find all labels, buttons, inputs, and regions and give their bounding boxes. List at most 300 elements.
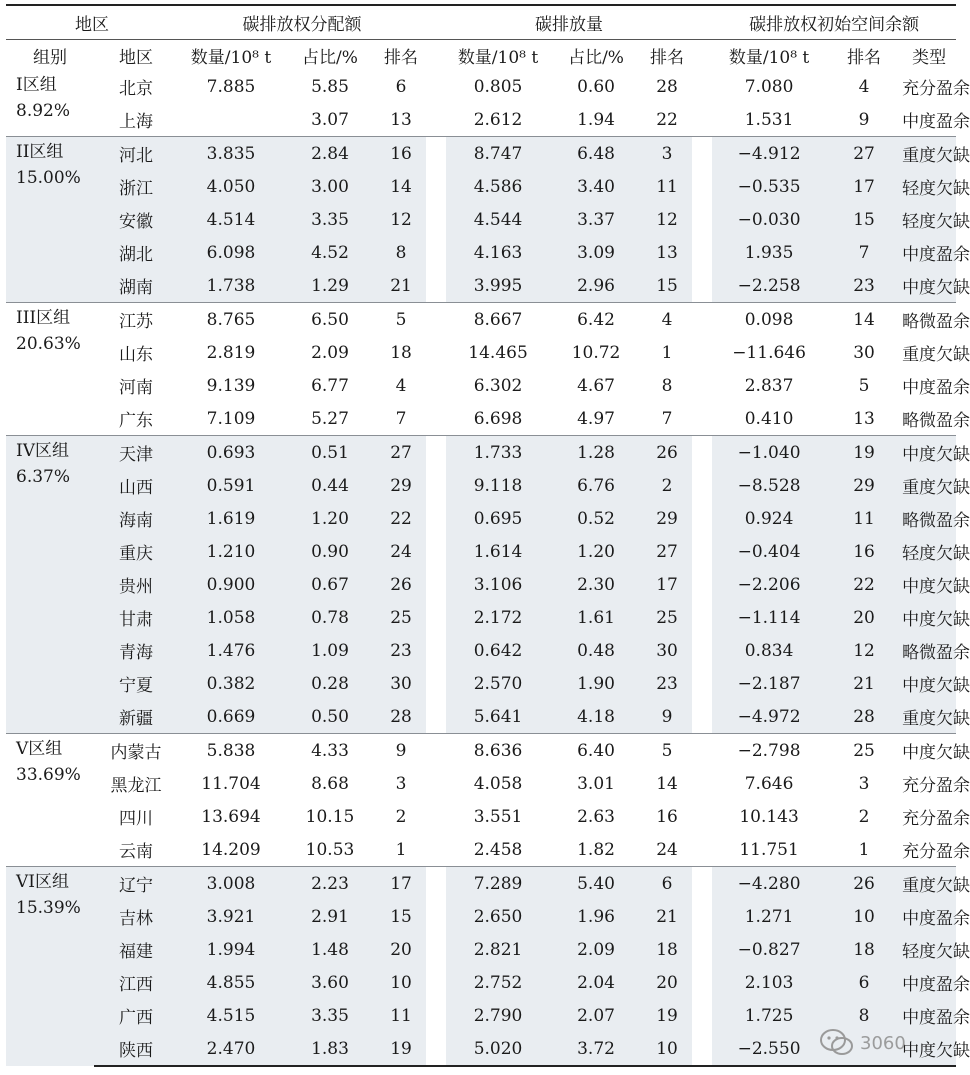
table-row — [6, 568, 956, 601]
region-name: 广东 — [119, 411, 153, 431]
header-sp-qty: 数量/10⁸ t — [728, 47, 810, 68]
em-qty-cell: 2.172 — [446, 601, 550, 634]
group-share: 33.69% — [16, 765, 81, 785]
em-qty-cell: 4.163 — [446, 236, 550, 269]
sp-type-cell: 中度盈余 — [902, 236, 956, 269]
table-row — [6, 966, 956, 999]
em-qty-cell: 3.551 — [473, 806, 523, 827]
sp-type-cell: 中度欠缺 — [902, 436, 956, 470]
table-row — [6, 137, 956, 171]
alloc-qty-cell: 2.470 — [178, 1032, 284, 1066]
region-name: 黑龙江 — [110, 776, 162, 796]
alloc-rank-cell: 5 — [376, 303, 426, 337]
sp-qty-cell: 11.751 — [739, 839, 799, 860]
group-name: III区组 — [16, 308, 71, 328]
table-row — [6, 999, 956, 1032]
group-share: 20.63% — [16, 334, 81, 354]
em-share-cell: 2.09 — [550, 933, 642, 966]
em-rank-cell: 5 — [642, 734, 692, 768]
header-group: 组别 — [33, 47, 67, 68]
em-share-cell: 4.18 — [550, 700, 642, 734]
header-em-share: 占比/% — [568, 47, 624, 68]
em-rank-cell: 9 — [642, 700, 692, 734]
em-share-cell: 2.30 — [550, 568, 642, 601]
em-rank-cell: 7 — [661, 408, 673, 429]
watermark-text: 3060 — [860, 1033, 906, 1054]
sp-qty-cell: 2.837 — [744, 375, 794, 396]
sp-qty-cell: −0.030 — [712, 203, 826, 236]
sp-qty-cell: −2.798 — [712, 734, 826, 768]
em-qty-cell: 5.641 — [446, 700, 550, 734]
alloc-rank-cell: 22 — [376, 502, 426, 535]
em-qty-cell: 3.995 — [446, 269, 550, 303]
em-share-cell: 1.90 — [550, 667, 642, 700]
em-rank-cell: 16 — [656, 806, 678, 827]
em-share-cell: 1.82 — [577, 839, 615, 860]
alloc-share-cell: 1.09 — [284, 634, 376, 667]
em-qty-cell: 6.302 — [473, 375, 523, 396]
em-share-cell: 3.40 — [550, 170, 642, 203]
region-name: 江西 — [94, 966, 178, 999]
table-row — [6, 535, 956, 568]
sp-qty-cell: −2.258 — [712, 269, 826, 303]
alloc-share-cell: 0.50 — [284, 700, 376, 734]
alloc-qty-cell: 3.835 — [178, 137, 284, 171]
table-row — [6, 170, 956, 203]
header-emission: 碳排放量 — [535, 15, 604, 35]
em-rank-cell: 18 — [642, 933, 692, 966]
sp-qty-cell: 1.935 — [712, 236, 826, 269]
sp-rank-cell: 20 — [826, 601, 902, 634]
group-share: 15.00% — [16, 168, 81, 188]
alloc-qty-cell: 0.382 — [178, 667, 284, 700]
sp-rank-cell: 3 — [858, 773, 870, 794]
em-share-cell: 1.28 — [550, 436, 642, 470]
alloc-share-cell: 1.83 — [284, 1032, 376, 1066]
region-name: 天津 — [94, 436, 178, 470]
em-rank-cell: 22 — [656, 109, 678, 130]
sp-type-cell: 充分盈余 — [902, 79, 970, 99]
alloc-share-cell: 3.07 — [311, 109, 349, 130]
sp-rank-cell: 14 — [826, 303, 902, 337]
alloc-rank-cell: 15 — [376, 900, 426, 933]
alloc-qty-cell: 2.819 — [206, 342, 256, 363]
sp-qty-cell: −0.404 — [712, 535, 826, 568]
region-name: 四川 — [119, 809, 153, 829]
sp-rank-cell: 22 — [826, 568, 902, 601]
table-row — [6, 502, 956, 535]
alloc-qty-cell: 3.008 — [178, 867, 284, 901]
alloc-rank-cell: 6 — [395, 76, 407, 97]
em-qty-cell: 8.667 — [446, 303, 550, 337]
sp-rank-cell: 1 — [858, 839, 870, 860]
sp-type-cell: 轻度欠缺 — [902, 170, 956, 203]
alloc-qty-cell: 0.900 — [178, 568, 284, 601]
alloc-share-cell: 2.84 — [284, 137, 376, 171]
region-name: 江苏 — [94, 303, 178, 337]
sp-qty-cell: −1.040 — [712, 436, 826, 470]
region-name: 河南 — [119, 378, 153, 398]
group-share: 15.39% — [16, 898, 81, 918]
em-rank-cell: 13 — [642, 236, 692, 269]
sp-rank-cell: 27 — [826, 137, 902, 171]
alloc-share-cell: 1.48 — [284, 933, 376, 966]
group-name: VI区组 — [16, 872, 69, 892]
table-row — [6, 867, 956, 901]
alloc-qty-cell: 4.515 — [178, 999, 284, 1032]
em-rank-cell: 8 — [661, 375, 673, 396]
alloc-rank-cell: 28 — [376, 700, 426, 734]
table-row — [6, 269, 956, 303]
table-row — [6, 667, 956, 700]
region-name: 山西 — [94, 469, 178, 502]
sp-rank-cell: 28 — [826, 700, 902, 734]
table-row — [6, 933, 956, 966]
alloc-rank-cell: 11 — [376, 999, 426, 1032]
em-qty-cell: 1.733 — [446, 436, 550, 470]
alloc-share-cell: 8.68 — [311, 773, 349, 794]
sp-qty-cell: −0.535 — [712, 170, 826, 203]
em-share-cell: 3.37 — [550, 203, 642, 236]
region-name: 吉林 — [94, 900, 178, 933]
group-name: IV区组 — [16, 441, 69, 461]
sp-rank-cell: 4 — [858, 76, 870, 97]
table-row — [6, 103, 956, 137]
sp-type-cell: 中度盈余 — [902, 999, 956, 1032]
alloc-rank-cell: 14 — [376, 170, 426, 203]
alloc-share-cell: 0.44 — [284, 469, 376, 502]
alloc-qty-cell: 8.765 — [178, 303, 284, 337]
region-name: 河北 — [94, 137, 178, 171]
em-rank-cell: 25 — [642, 601, 692, 634]
alloc-rank-cell: 20 — [376, 933, 426, 966]
em-share-cell: 2.04 — [550, 966, 642, 999]
em-rank-cell: 27 — [642, 535, 692, 568]
sp-qty-cell: −11.646 — [732, 342, 806, 363]
sp-rank-cell: 2 — [858, 806, 870, 827]
alloc-share-cell: 10.53 — [305, 839, 355, 860]
sp-type-cell: 重度欠缺 — [902, 867, 956, 901]
region-name: 云南 — [119, 842, 153, 862]
sp-type-cell: 充分盈余 — [902, 776, 970, 796]
sp-rank-cell: 29 — [826, 469, 902, 502]
table-row — [6, 469, 956, 502]
em-share-cell: 0.60 — [577, 76, 615, 97]
header-sp-rank: 排名 — [847, 47, 882, 68]
em-share-cell: 6.42 — [550, 303, 642, 337]
header-em-qty: 数量/10⁸ t — [457, 47, 539, 68]
region-name: 贵州 — [94, 568, 178, 601]
region-name: 新疆 — [94, 700, 178, 734]
em-qty-cell: 5.020 — [446, 1032, 550, 1066]
em-rank-cell: 3 — [642, 137, 692, 171]
carbon-emission-table — [6, 4, 970, 1067]
alloc-qty-cell: 13.694 — [201, 806, 261, 827]
alloc-share-cell: 3.35 — [284, 999, 376, 1032]
sp-qty-cell: 7.080 — [744, 76, 794, 97]
sp-rank-cell: 9 — [858, 109, 870, 130]
alloc-share-cell: 5.85 — [311, 76, 349, 97]
alloc-qty-cell: 0.591 — [178, 469, 284, 502]
table-row — [6, 1032, 956, 1066]
sp-type-cell: 重度欠缺 — [902, 469, 956, 502]
group-name: II区组 — [16, 142, 64, 162]
em-share-cell: 2.07 — [550, 999, 642, 1032]
sp-type-cell: 中度欠缺 — [902, 601, 956, 634]
em-rank-cell: 21 — [642, 900, 692, 933]
alloc-rank-cell: 19 — [376, 1032, 426, 1066]
sp-type-cell: 略微盈余 — [902, 411, 970, 431]
watermark — [820, 1021, 950, 1067]
sp-rank-cell: 25 — [826, 734, 902, 768]
em-rank-cell: 15 — [642, 269, 692, 303]
em-rank-cell: 24 — [656, 839, 678, 860]
sp-type-cell: 略微盈余 — [902, 303, 956, 337]
em-share-cell: 3.09 — [550, 236, 642, 269]
sp-type-cell: 充分盈余 — [902, 809, 970, 829]
region-name: 北京 — [119, 79, 153, 99]
alloc-qty-cell: 4.855 — [178, 966, 284, 999]
wechat-icon — [820, 1028, 854, 1058]
alloc-rank-cell: 13 — [390, 109, 412, 130]
sp-rank-cell: 13 — [853, 408, 875, 429]
alloc-share-cell: 10.15 — [305, 806, 355, 827]
table-row — [6, 369, 956, 402]
sp-rank-cell: 7 — [826, 236, 902, 269]
sp-type-cell: 中度欠缺 — [902, 734, 956, 768]
em-qty-cell: 7.289 — [446, 867, 550, 901]
alloc-share-cell: 4.33 — [284, 734, 376, 768]
sp-type-cell: 略微盈余 — [902, 634, 956, 667]
header-space-balance: 碳排放权初始空间余额 — [749, 15, 920, 35]
sp-qty-cell: −2.550 — [712, 1032, 826, 1066]
em-share-cell: 4.67 — [577, 375, 615, 396]
alloc-share-cell: 2.23 — [284, 867, 376, 901]
group-cell — [6, 867, 94, 1067]
em-share-cell: 5.40 — [550, 867, 642, 901]
sp-qty-cell: 0.834 — [712, 634, 826, 667]
em-share-cell: 6.48 — [550, 137, 642, 171]
alloc-qty-cell: 1.738 — [178, 269, 284, 303]
em-qty-cell: 0.642 — [446, 634, 550, 667]
sp-qty-cell: −0.827 — [712, 933, 826, 966]
em-qty-cell: 2.790 — [446, 999, 550, 1032]
group-cell — [6, 303, 94, 436]
alloc-rank-cell: 29 — [376, 469, 426, 502]
alloc-qty-cell: 1.058 — [178, 601, 284, 634]
region-name: 重庆 — [94, 535, 178, 568]
em-rank-cell: 12 — [642, 203, 692, 236]
sp-rank-cell: 6 — [826, 966, 902, 999]
region-name: 辽宁 — [94, 867, 178, 901]
em-qty-cell: 2.458 — [473, 839, 523, 860]
alloc-qty-cell: 5.838 — [178, 734, 284, 768]
region-name: 宁夏 — [94, 667, 178, 700]
em-share-cell: 2.63 — [577, 806, 615, 827]
em-rank-cell: 14 — [656, 773, 678, 794]
alloc-share-cell: 3.60 — [284, 966, 376, 999]
alloc-rank-cell: 7 — [395, 408, 407, 429]
sp-qty-cell: 1.725 — [712, 999, 826, 1032]
table-row — [6, 402, 956, 436]
group-cell — [6, 436, 94, 734]
header-region: 地区 — [75, 15, 109, 35]
em-qty-cell: 2.570 — [446, 667, 550, 700]
region-name: 浙江 — [94, 170, 178, 203]
alloc-rank-cell: 9 — [376, 734, 426, 768]
group-share: 8.92% — [16, 101, 71, 121]
sp-qty-cell: −4.280 — [712, 867, 826, 901]
region-name: 甘肃 — [94, 601, 178, 634]
sp-qty-cell: −2.206 — [712, 568, 826, 601]
sp-qty-cell: 0.410 — [744, 408, 794, 429]
em-qty-cell: 0.805 — [473, 76, 523, 97]
alloc-rank-cell: 30 — [376, 667, 426, 700]
sp-type-cell: 中度盈余 — [902, 966, 956, 999]
table-row — [6, 700, 956, 734]
em-rank-cell: 17 — [642, 568, 692, 601]
alloc-share-cell: 3.35 — [284, 203, 376, 236]
alloc-rank-cell: 18 — [390, 342, 412, 363]
sp-qty-cell: 0.098 — [712, 303, 826, 337]
alloc-qty-cell: 3.921 — [178, 900, 284, 933]
em-rank-cell: 6 — [642, 867, 692, 901]
sp-type-cell: 重度欠缺 — [902, 137, 956, 171]
alloc-rank-cell: 12 — [376, 203, 426, 236]
sp-qty-cell: −4.912 — [712, 137, 826, 171]
sp-qty-cell: 1.271 — [712, 900, 826, 933]
header-allocation: 碳排放权分配额 — [242, 15, 362, 35]
group-cell — [6, 70, 94, 137]
header-alloc-share: 占比/% — [302, 47, 358, 68]
sp-rank-cell: 11 — [826, 502, 902, 535]
table-row — [6, 336, 956, 369]
em-share-cell: 0.48 — [550, 634, 642, 667]
sp-type-cell: 中度盈余 — [902, 378, 970, 398]
em-share-cell: 1.61 — [550, 601, 642, 634]
em-share-cell: 6.76 — [550, 469, 642, 502]
em-rank-cell: 23 — [642, 667, 692, 700]
table-row — [6, 734, 956, 768]
em-qty-cell: 0.695 — [446, 502, 550, 535]
alloc-qty-cell: 4.514 — [178, 203, 284, 236]
sp-qty-cell: −2.187 — [712, 667, 826, 700]
alloc-rank-cell: 17 — [376, 867, 426, 901]
alloc-qty-cell: 9.139 — [206, 375, 256, 396]
sp-rank-cell: 12 — [826, 634, 902, 667]
sp-qty-cell: −4.972 — [712, 700, 826, 734]
alloc-qty-cell: 7.109 — [206, 408, 256, 429]
em-share-cell: 1.96 — [550, 900, 642, 933]
alloc-qty-cell: 11.704 — [201, 773, 261, 794]
em-rank-cell: 1 — [661, 342, 673, 363]
sp-type-cell: 轻度欠缺 — [902, 933, 956, 966]
em-qty-cell: 1.614 — [446, 535, 550, 568]
em-share-cell: 2.96 — [550, 269, 642, 303]
alloc-rank-cell: 21 — [376, 269, 426, 303]
alloc-qty-cell: 1.476 — [178, 634, 284, 667]
em-qty-cell: 4.058 — [473, 773, 523, 794]
sp-rank-cell: 18 — [826, 933, 902, 966]
table-row — [6, 203, 956, 236]
sp-qty-cell: 1.531 — [744, 109, 794, 130]
alloc-rank-cell: 25 — [376, 601, 426, 634]
alloc-share-cell: 6.50 — [284, 303, 376, 337]
table-body — [6, 70, 970, 1066]
sp-qty-cell: 10.143 — [739, 806, 799, 827]
sp-type-cell: 中度盈余 — [902, 112, 970, 132]
alloc-qty-cell: 6.098 — [178, 236, 284, 269]
alloc-share-cell: 0.51 — [284, 436, 376, 470]
alloc-rank-cell: 4 — [395, 375, 407, 396]
alloc-rank-cell: 10 — [376, 966, 426, 999]
region-name: 湖南 — [94, 269, 178, 303]
sp-qty-cell: 0.924 — [712, 502, 826, 535]
header-region-sub: 地区 — [119, 47, 153, 68]
sp-type-cell: 中度盈余 — [902, 900, 956, 933]
header-sp-type: 类型 — [912, 47, 947, 68]
alloc-qty-cell: 1.619 — [178, 502, 284, 535]
sp-rank-cell: 17 — [826, 170, 902, 203]
sp-qty-cell: 2.103 — [712, 966, 826, 999]
alloc-qty-cell: 0.693 — [178, 436, 284, 470]
header-alloc-rank: 排名 — [384, 47, 419, 68]
alloc-rank-cell: 27 — [376, 436, 426, 470]
sp-type-cell: 轻度欠缺 — [902, 203, 956, 236]
em-rank-cell: 19 — [642, 999, 692, 1032]
em-rank-cell: 2 — [642, 469, 692, 502]
alloc-qty-cell: 0.669 — [178, 700, 284, 734]
sp-rank-cell: 8 — [826, 999, 902, 1032]
sp-rank-cell: 19 — [826, 436, 902, 470]
sp-rank-cell: 21 — [826, 667, 902, 700]
alloc-qty-cell: 14.209 — [201, 839, 261, 860]
region-name: 广西 — [94, 999, 178, 1032]
sp-rank-cell: 26 — [826, 867, 902, 901]
em-share-cell: 0.52 — [550, 502, 642, 535]
alloc-share-cell: 5.27 — [311, 408, 349, 429]
alloc-rank-cell: 23 — [376, 634, 426, 667]
alloc-share-cell: 4.52 — [284, 236, 376, 269]
em-qty-cell: 8.636 — [446, 734, 550, 768]
alloc-rank-cell: 3 — [395, 773, 407, 794]
alloc-qty-cell: 1.210 — [178, 535, 284, 568]
sp-type-cell: 中度欠缺 — [902, 667, 956, 700]
em-qty-cell: 2.612 — [473, 109, 523, 130]
sp-type-cell: 略微盈余 — [902, 502, 956, 535]
sp-type-cell: 中度欠缺 — [902, 1032, 956, 1066]
em-qty-cell: 3.106 — [446, 568, 550, 601]
alloc-rank-cell: 1 — [395, 839, 407, 860]
table-row — [6, 767, 956, 800]
alloc-rank-cell: 26 — [376, 568, 426, 601]
em-share-cell: 10.72 — [571, 342, 621, 363]
region-name: 上海 — [119, 112, 153, 132]
em-qty-cell: 4.544 — [446, 203, 550, 236]
table-wrapper — [6, 4, 970, 1067]
em-share-cell: 3.01 — [577, 773, 615, 794]
alloc-rank-cell: 24 — [376, 535, 426, 568]
em-rank-cell: 29 — [642, 502, 692, 535]
em-qty-cell: 6.698 — [473, 408, 523, 429]
sp-rank-cell: 23 — [826, 269, 902, 303]
alloc-qty-cell: 1.994 — [178, 933, 284, 966]
alloc-share-cell: 1.20 — [284, 502, 376, 535]
alloc-qty-cell: 4.050 — [178, 170, 284, 203]
region-name: 青海 — [94, 634, 178, 667]
table-row — [6, 833, 956, 867]
alloc-rank-cell: 8 — [376, 236, 426, 269]
